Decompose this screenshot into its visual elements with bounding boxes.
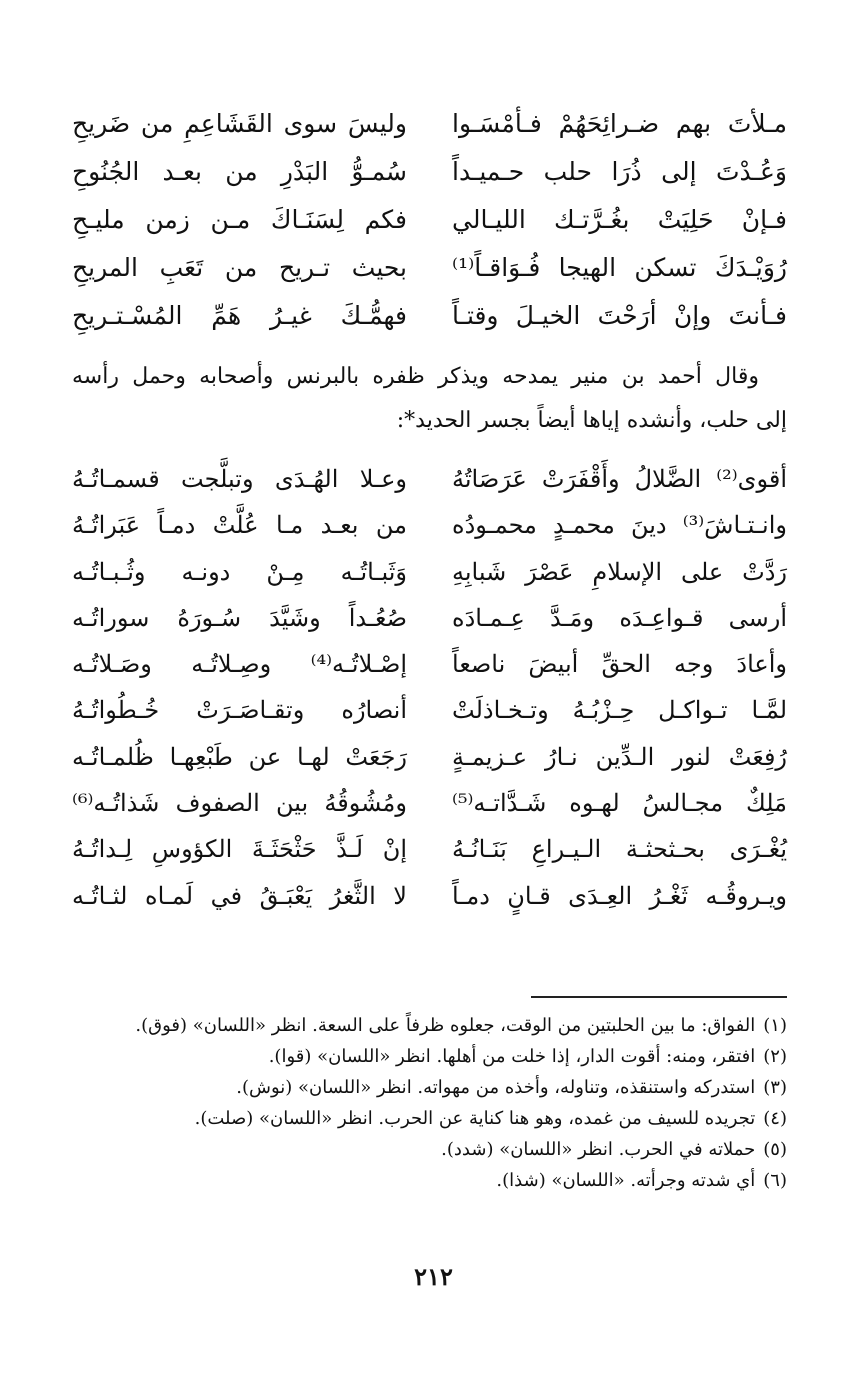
footnote-number: (٤) — [763, 1108, 787, 1129]
second-hemistich: لا الثَّغرُ يَعْبَـقُ في لَمـاه لثـاتُـه — [72, 881, 407, 910]
verse — [72, 502, 787, 548]
intro-paragraph — [72, 355, 787, 443]
second-hemistich: فهمُّـكَ غيـرُ هَمِّ المُسْـتـريحِ — [72, 301, 407, 331]
first-hemistich: وَعُـدْتَ إلى ذُرَا حلب حـميـداً — [452, 157, 787, 187]
footnote — [72, 1134, 787, 1165]
footnote-text: استدركه واستنقذه، وتناوله، وأخذه من مهواته. انظر «اللسان» (نوش). — [236, 1077, 756, 1098]
second-hemistich: أنصارُه وتقـاصَـرَتْ خُـطُواتُـهُ — [72, 696, 407, 725]
verse — [72, 687, 787, 733]
verse — [72, 244, 787, 292]
first-hemistich: رُفِعَتْ لنور الـدِّين نـارُ عـزيمـةٍ — [452, 742, 787, 771]
footnote-text: أي شدته وجرأته. «اللسان» (شذا). — [496, 1170, 756, 1191]
first-hemistich: يُغْـرَى بحـثحثـة الـيـراعِ بَنَـانُـهُ — [452, 835, 787, 864]
second-hemistich: ومُشُوقُهُ بين الصفوف شَذاتُـه⁽⁶⁾ — [72, 789, 407, 818]
footnote — [72, 1041, 787, 1072]
second-hemistich: إصْـلاتُـه⁽⁴⁾ وصِـلاتُـه وصَـلاتُـه — [72, 650, 407, 679]
footnote-number: (٥) — [763, 1139, 787, 1160]
verse — [72, 549, 787, 595]
verse — [72, 196, 787, 244]
first-hemistich: رَدَّتْ على الإسلامِ عَصْرَ شَبابِهِ — [452, 557, 787, 586]
verse — [72, 826, 787, 872]
footnote — [72, 1010, 787, 1041]
first-hemistich: وأعادَ وجه الحقِّ أبيضَ ناصعاً — [452, 650, 787, 679]
second-hemistich: من بعـد مـا عُلَّتْ دمـاً عَبَراتُـهُ — [72, 511, 407, 540]
footnote-number: (٦) — [763, 1170, 787, 1191]
first-hemistich: فـإنْ حَلِيَتْ بغُـرَّتـك الليـالي — [452, 205, 787, 235]
verse — [72, 292, 787, 340]
first-hemistich: مـلأتَ بهم ضـرائِحَهُمْ فـأمْسَـوا — [452, 109, 787, 139]
footnote — [72, 1165, 787, 1196]
footnote — [72, 1103, 787, 1134]
footnote-number: (٣) — [763, 1077, 787, 1098]
footnote-number: (١) — [763, 1015, 787, 1036]
second-hemistich: وَثَبـاتُـه مِـنْ دونـه وثُـبـاتُـه — [72, 557, 407, 586]
verse — [72, 595, 787, 641]
first-hemistich: أرسى قـواعِـدَه ومَـدَّ عِـمـادَه — [452, 603, 787, 632]
intro-line-2: إلى حلب، وأنشده إياها أيضاً بجسر الحديد*: — [396, 408, 787, 433]
second-hemistich: فكم لِسَنَـاكَ مـن زمن مليـحِ — [72, 205, 407, 235]
second-hemistich: صُعُـداً وشَيَّدَ سُـورَهُ سوراتُـه — [72, 603, 407, 632]
second-hemistich: رَجَعَتْ لهـا عن طَبْعِهـا ظُلمـاتُـه — [72, 742, 407, 771]
second-hemistich: بحيث تـريح من تَعَبِ المريحِ — [72, 253, 407, 283]
verse — [72, 456, 787, 502]
footnote-separator — [531, 996, 787, 998]
first-hemistich: فـأنتَ وإنْ أرَحْتَ الخيـلَ وقتـاً — [452, 301, 787, 331]
second-hemistich: سُمـوُّ البَدْرِ من بعـد الجُنُوحِ — [72, 157, 407, 187]
first-hemistich: رُوَيْـدَكَ تسكن الهيجا فُـوَاقـاً⁽¹⁾ — [452, 253, 787, 283]
first-hemistich: ويـروقُـه ثَغْـرُ العِـدَى قـانٍ دمـاً — [452, 881, 787, 910]
poem-block-2 — [72, 456, 787, 919]
intro-line-1: وقال أحمد بن منير يمدحه ويذكر ظفره بالبرنس وأصحابه وحمل رأسه — [72, 364, 759, 389]
first-hemistich: وانـتـاشَ⁽³⁾ دينَ محمـدٍ محمـودُه — [452, 511, 787, 540]
verse — [72, 100, 787, 148]
verse — [72, 734, 787, 780]
second-hemistich: وليسَ سوى القَشَاعِمِ من ضَريحِ — [72, 109, 407, 139]
verse — [72, 148, 787, 196]
footnotes — [72, 1010, 787, 1196]
first-hemistich: مَلِكٌ مجـالسُ لهـوه شَـدَّاتـه⁽⁵⁾ — [452, 789, 787, 818]
second-hemistich: إنْ لَـذَّ حَثْحَثَـةَ الكؤوسِ لِـداتُـهُ — [72, 835, 407, 864]
poem-block-1 — [72, 100, 787, 340]
footnote — [72, 1072, 787, 1103]
footnote-number: (٢) — [763, 1046, 787, 1067]
first-hemistich: لمَّـا تـواكـل حِـزْبُـهُ وتـخـاذلَتْ — [452, 696, 787, 725]
page-number: ٢١٢ — [414, 1262, 453, 1291]
footnote-text: تجريده للسيف من غمده، وهو هنا كناية عن الحرب. انظر «اللسان» (صلت). — [194, 1108, 756, 1129]
verse — [72, 873, 787, 919]
second-hemistich: وعـلا الهُـدَى وتبلَّجت قسمـاتُـهُ — [72, 464, 407, 493]
verse — [72, 641, 787, 687]
footnote-text: الفواق: ما بين الحلبتين من الوقت، جعلوه ظرفاً على السعة. انظر «اللسان» (فوق). — [135, 1015, 756, 1036]
footnote-text: حملاته في الحرب. انظر «اللسان» (شدد). — [441, 1139, 756, 1160]
footnote-text: افتقر، ومنه: أقوت الدار، إذا خلت من أهلها. انظر «اللسان» (قوا). — [268, 1046, 756, 1067]
verse — [72, 780, 787, 826]
first-hemistich: أقوى⁽²⁾ الضَّلالُ وأَقْفَرَتْ عَرَصَاتُهُ — [452, 464, 787, 493]
